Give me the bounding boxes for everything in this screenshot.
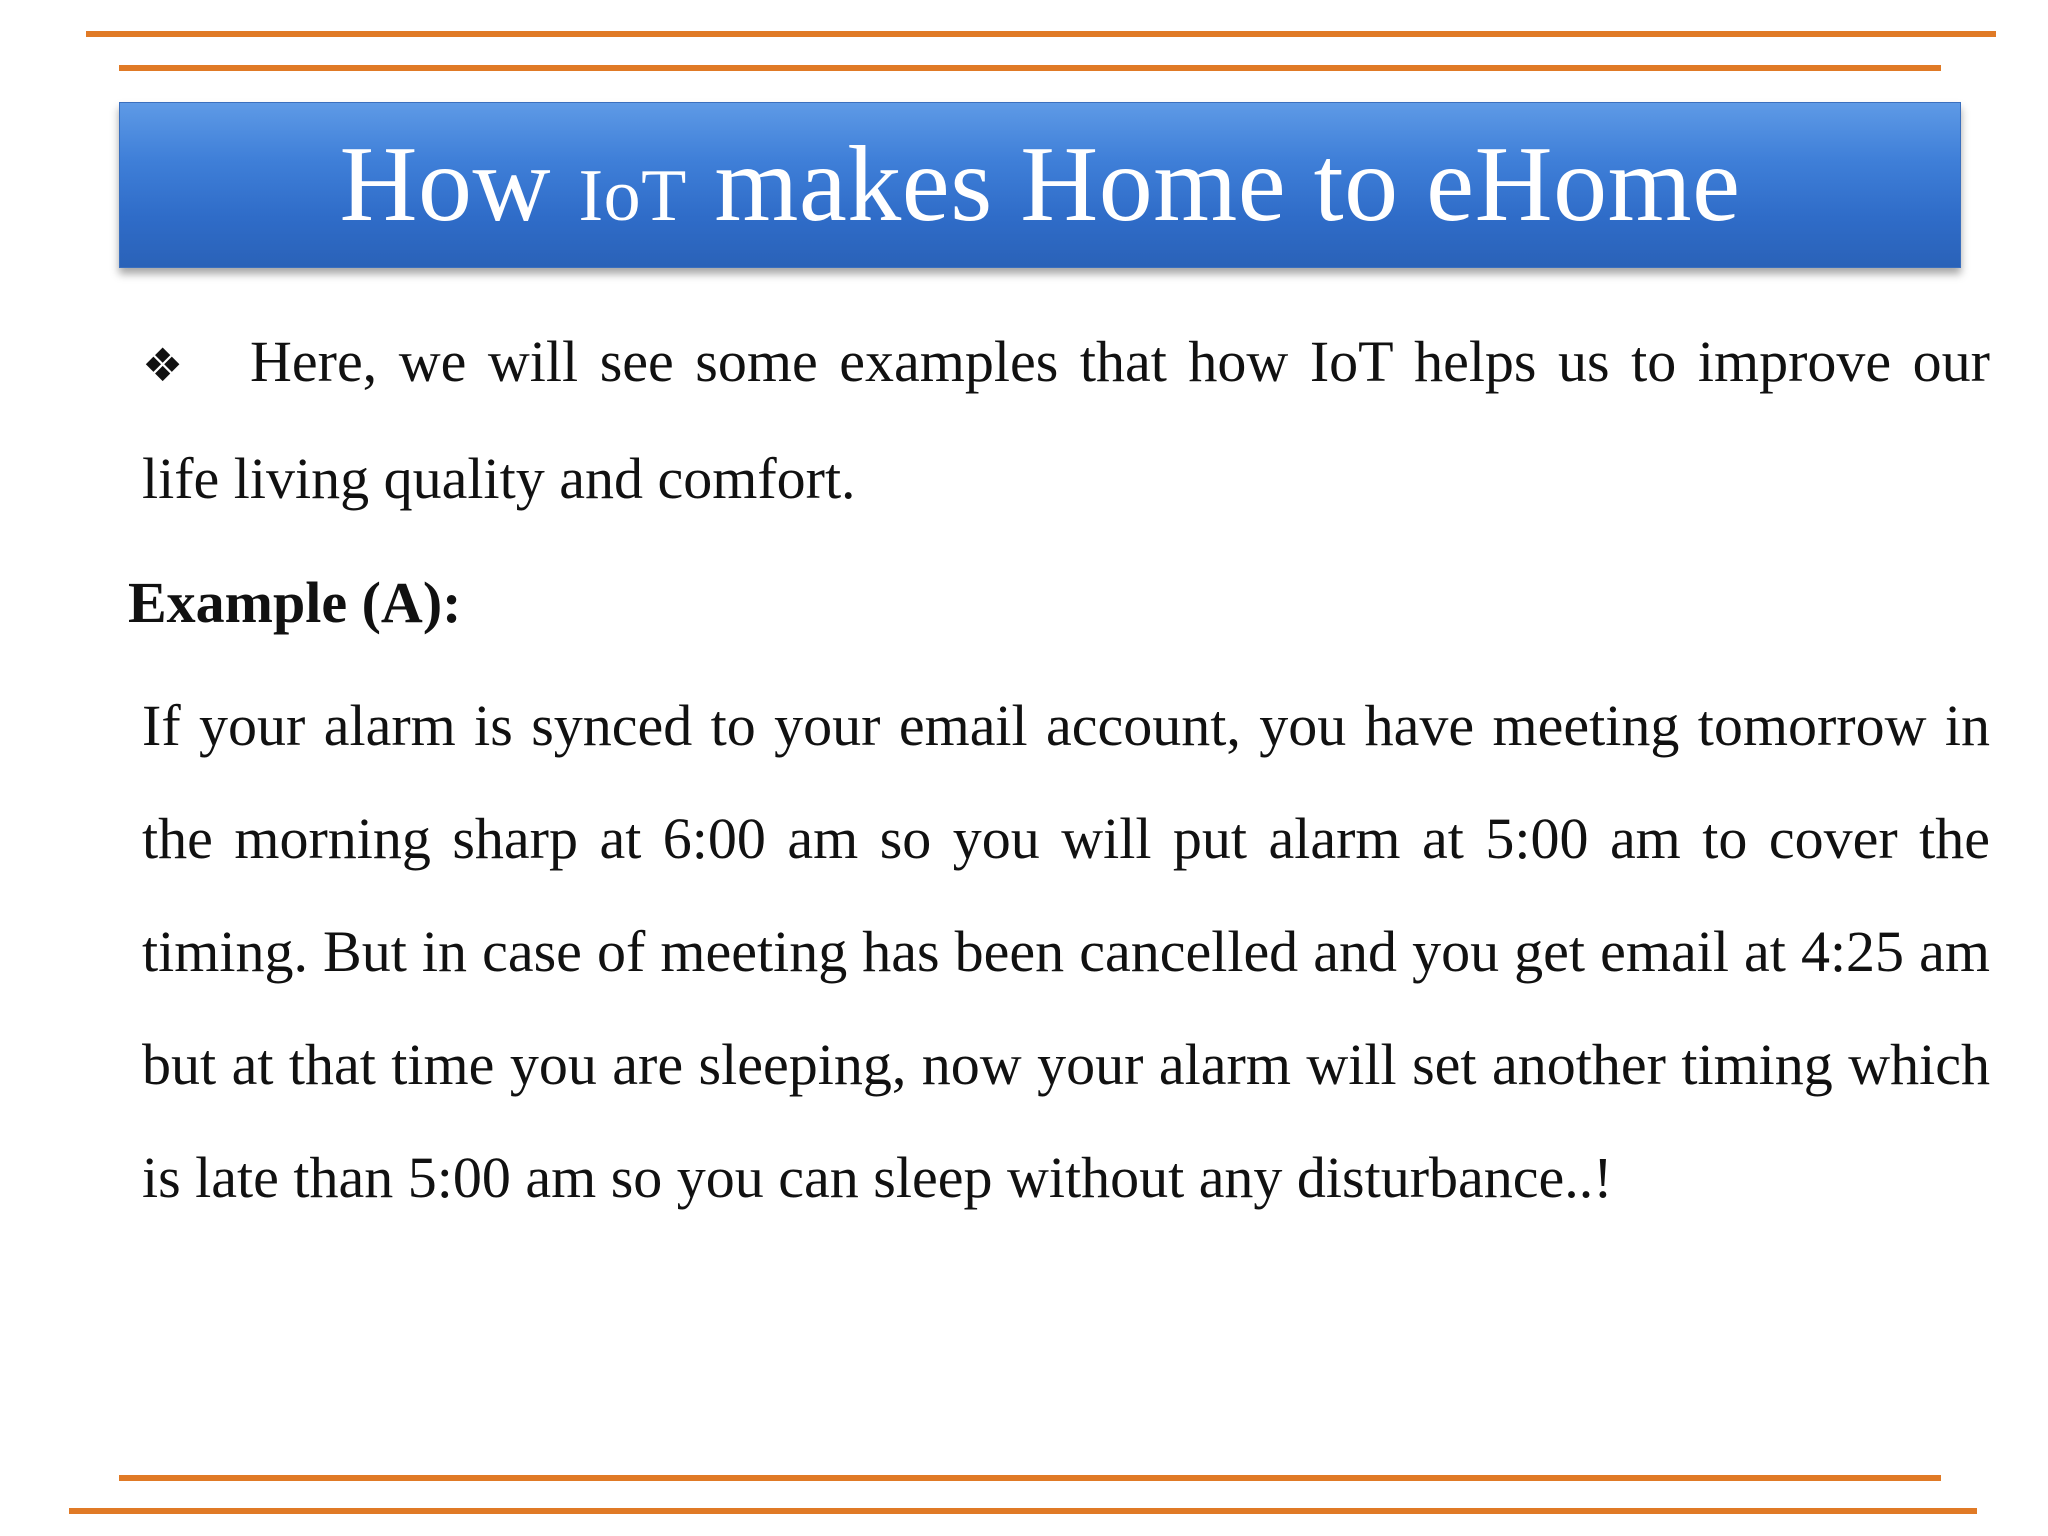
bottom-orange-rule-outer <box>69 1508 1977 1514</box>
title-banner <box>119 102 1961 268</box>
example-heading: Example (A): <box>128 570 462 635</box>
example-text: If your alarm is synced to your email account, you have meeting tomorrow in the morning sharp at 6:00 am so you will put alarm at 5:00 am to cover the timing. But in case of meeting has been cancelled and you get email at 4:25 am but at that time you are sleeping, now your alarm will set another timing which is late than 5:00 am so you can sleep without any disturbance..! <box>142 693 1990 1210</box>
title-part-1: How <box>339 125 579 244</box>
intro-text: Here, we will see some examples that how IoT helps us to improve our life living quality and comfort. <box>142 329 1990 511</box>
title-part-iot: IoT <box>578 155 687 237</box>
title-part-3: makes Home to eHome <box>686 125 1741 244</box>
slide-title <box>339 125 1741 244</box>
intro-bullet <box>128 305 1990 535</box>
top-orange-rule-outer <box>86 31 1996 37</box>
bottom-orange-rule-inner <box>119 1475 1941 1481</box>
top-orange-rule-inner <box>119 65 1941 71</box>
slide-body <box>128 305 1990 1234</box>
four-diamond-bullet-icon: ❖ <box>142 338 184 392</box>
